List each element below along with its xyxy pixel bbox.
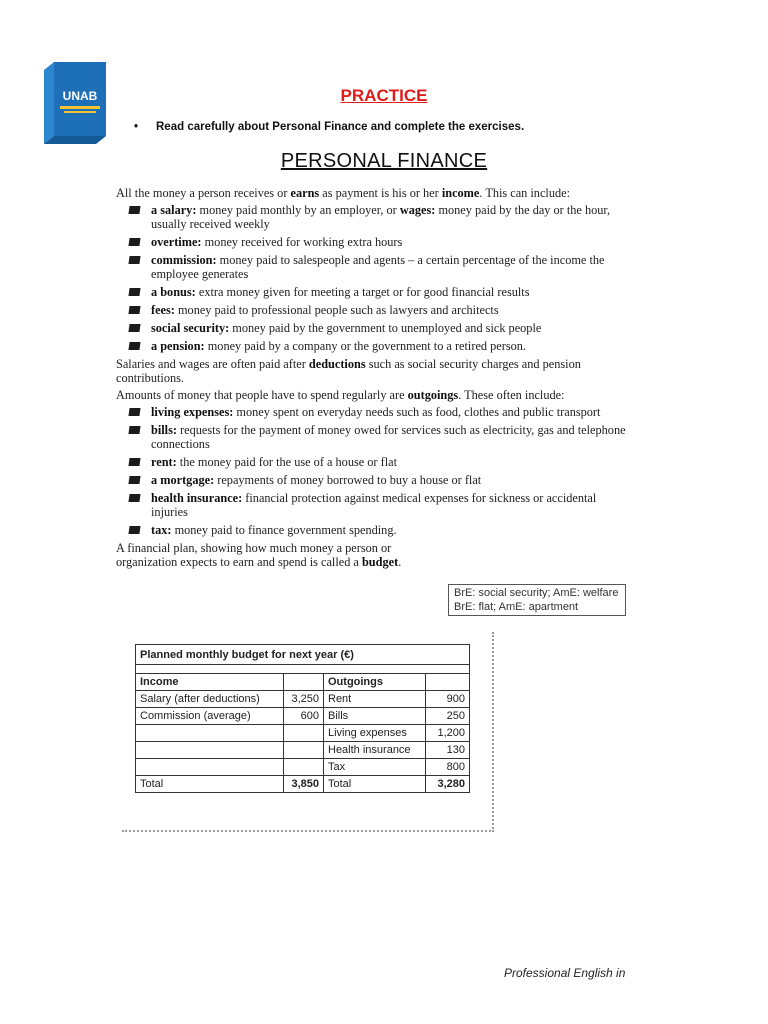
list-item [116,473,636,487]
budget-paragraph [116,541,436,569]
table-title: Planned monthly budget for next year (€) [136,645,470,665]
table-row [136,725,470,742]
term-income: income [441,186,480,200]
definition: the money paid for the use of a house or flat [176,455,397,469]
term: a mortgage: [151,473,215,487]
definition: requests for the payment of money owed for services such as electricity, gas and telephone connections [151,423,626,451]
page-title: PERSONAL FINANCE [280,150,488,172]
term: tax: [151,523,172,537]
income-label: Salary (after deductions) [136,691,284,708]
square-bullet-icon [128,288,140,296]
square-bullet-icon [128,206,140,214]
outgoing-label: Rent [324,691,426,708]
totals-row [136,776,470,793]
paragraph-text: Salaries and wages are often paid after [116,357,309,371]
outgoings-list [116,405,636,537]
income-total-value: 3,850 [284,776,324,793]
square-bullet-icon [128,526,140,534]
page-footer: Professional English in [504,966,626,980]
definition: repayments of money borrowed to buy a house or flat [214,473,482,487]
list-item [116,203,636,231]
definition: financial protection against medical expenses for sickness or accidental injuries [151,491,597,519]
income-label [136,742,284,759]
income-value: 600 [284,708,324,725]
paragraph-text: . These often include: [458,388,565,402]
outgoing-total-label: Total [324,776,426,793]
instruction-text: Read carefully about Personal Finance and complete the exercises. [156,121,525,133]
square-bullet-icon [128,324,140,332]
term: commission: [151,253,217,267]
definition: money paid by the day or the hour, usually received weekly [151,203,611,231]
term: a pension: [151,339,205,353]
square-bullet-icon [128,494,140,502]
spacer-row [136,665,470,674]
outgoing-value: 1,200 [426,725,470,742]
square-bullet-icon [128,458,140,466]
list-item [116,339,636,353]
paragraph-text: Amounts of money that people have to spend regularly are [116,388,408,402]
square-bullet-icon [128,306,140,314]
list-item [116,491,636,519]
term-earns: earns [290,186,320,200]
square-bullet-icon [128,256,140,264]
term-budget: budget [361,555,399,569]
income-label [136,759,284,776]
outgoing-value: 900 [426,691,470,708]
table-row [136,708,470,725]
intro-text: . This can include: [479,186,571,200]
term: bills: [151,423,177,437]
definition: money paid to salespeople and agents – a certain percentage of the income the employee generates [151,253,605,281]
income-header: Income [136,674,284,691]
budget-table [135,644,470,793]
definition: money paid by a company or the government to a retired person. [204,339,526,353]
definition: money paid monthly by an employer, or [196,203,400,217]
paragraph-text: . [398,555,402,569]
list-item [116,235,636,249]
list-item [116,423,636,451]
term: a salary: [151,203,197,217]
outgoing-value: 130 [426,742,470,759]
outgoing-label: Health insurance [324,742,426,759]
list-item [116,303,636,317]
instruction-line [134,121,524,133]
paragraph-text: A financial plan, showing how much money a person or organization expects to earn and spend is called a [116,541,392,569]
income-value [284,725,324,742]
term: fees: [151,303,175,317]
table-row [136,742,470,759]
square-bullet-icon [128,426,140,434]
term: health insurance: [151,491,243,505]
paragraph-text: such as social security charges and pension contributions. [116,357,581,385]
note-line: BrE: flat; AmE: apartment [454,601,579,613]
intro-text: All the money a person receives or [116,186,291,200]
reading-text [116,186,636,572]
definition: money paid to finance government spending. [171,523,397,537]
list-item [116,321,636,335]
square-bullet-icon [128,408,140,416]
table-row [136,759,470,776]
income-value: 3,250 [284,691,324,708]
intro-text: as payment is his or her [319,186,442,200]
square-bullet-icon [128,342,140,350]
usage-note-box [448,584,626,616]
list-item [116,405,636,419]
practice-heading: PRACTICE [340,86,428,105]
term: wages: [399,203,436,217]
svg-text:UNAB: UNAB [62,89,98,103]
outgoings-header: Outgoings [324,674,426,691]
term-outgoings: outgoings [407,388,459,402]
deductions-paragraph [116,357,636,385]
table-title-row [136,645,470,665]
outgoing-total-value: 3,280 [426,776,470,793]
list-item [116,285,636,299]
outgoing-label: Living expenses [324,725,426,742]
outgoing-label: Bills [324,708,426,725]
table-row [136,691,470,708]
bullet: • [134,121,139,133]
square-bullet-icon [128,238,140,246]
list-item [116,253,636,281]
term: a bonus: [151,285,196,299]
outgoing-value: 800 [426,759,470,776]
list-item [116,523,636,537]
term-deductions: deductions [308,357,366,371]
definition: money received for working extra hours [201,235,403,249]
income-label [136,725,284,742]
income-value [284,742,324,759]
definition: money spent on everyday needs such as food, clothes and public transport [233,405,601,419]
outgoings-paragraph [116,388,636,402]
list-item [116,455,636,469]
intro-paragraph [116,186,636,200]
budget-table-frame [122,632,494,832]
note-line: BrE: social security; AmE: welfare [454,587,619,599]
income-value [284,759,324,776]
term: overtime: [151,235,202,249]
income-total-label: Total [136,776,284,793]
definition: money paid by the government to unemployed and sick people [229,321,542,335]
term: rent: [151,455,177,469]
term: living expenses: [151,405,234,419]
definition: extra money given for meeting a target or for good financial results [195,285,530,299]
term: social security: [151,321,230,335]
table-header-row [136,674,470,691]
outgoing-value: 250 [426,708,470,725]
outgoing-label: Tax [324,759,426,776]
income-label: Commission (average) [136,708,284,725]
definition: money paid to professional people such as lawyers and architects [174,303,499,317]
income-list [116,203,636,353]
square-bullet-icon [128,476,140,484]
